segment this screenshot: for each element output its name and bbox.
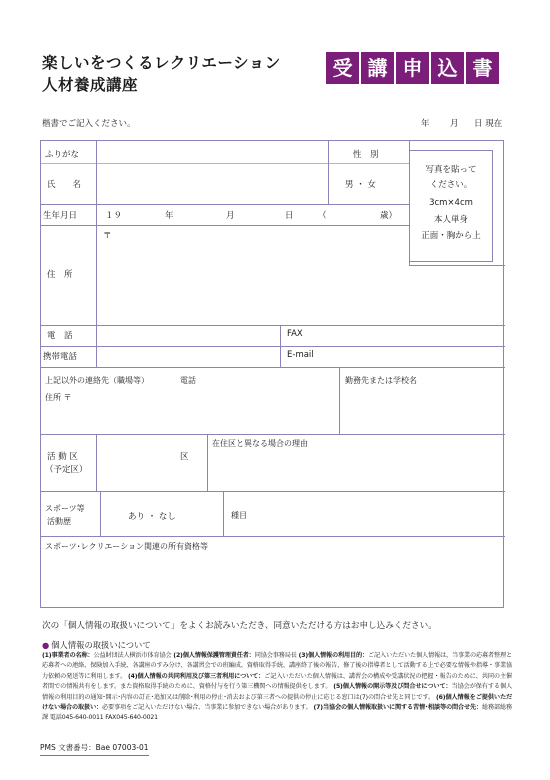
privacy-item-label: (3)個人情報の利用目的：	[298, 652, 369, 659]
ward-label: 区	[180, 452, 189, 462]
privacy-item-label: (6)個人情報をご提供いただけない場合の取扱い：	[42, 693, 512, 712]
fax-label: FAX	[287, 329, 303, 339]
privacy-item-label: (4)個人情報の共同利用及び第三者利用について：	[127, 672, 265, 680]
title-line-1: 楽しいをつくるレクリエーション	[42, 54, 281, 72]
mobile-label: 携帯電話	[43, 352, 78, 362]
privacy-heading-text: 個人情報の取扱いについて	[51, 640, 151, 650]
bullet-icon: ●	[42, 640, 50, 650]
privacy-item-text: ご記入いただいた個人情報は、当事業の応募者整理と応募者への連絡、保険加入手続、各講座のすみ分け、各講習会での班編成、資格取得手続、講座終了後の報告、修了後の指導者として活動する上で必要な情報や指導・事業協力依頼の発送等に利用します。	[42, 652, 513, 680]
alt-contact-label: 上記以外の連絡先（職場等）	[45, 376, 149, 385]
document-code: PMS 文書番号：Bae 07003-01	[40, 742, 149, 756]
birth-month-label: 月	[226, 211, 235, 221]
birth-year-label: 年	[165, 211, 174, 221]
photo-area	[409, 150, 493, 262]
privacy-heading	[42, 639, 151, 651]
privacy-item-text: ご記入いただいた個人情報は、講習会の構成や受講状況の把握・報告のために、共同の主催者間での情報共有をします。また資格取得手続のために、資格付与を行う第三機関への情報提供をします。	[42, 672, 512, 691]
photo-line: 3cm×4cm	[429, 198, 473, 208]
privacy-item-label: (7)当協会の個人情報取扱いに関する苦情･相談等の問合せ先：	[313, 704, 482, 712]
alt-address-label: 住所 〒	[45, 393, 72, 402]
alt-phone-label: 電話	[180, 376, 196, 385]
privacy-item-text: 同協会事務局長	[254, 652, 297, 659]
stamp-char: 講	[361, 52, 394, 84]
privacy-item-text: 公益財団法人横浜市体育協会	[93, 652, 172, 659]
address-label: 住 所	[47, 270, 73, 280]
gender-options[interactable]: 男 ・ 女	[345, 180, 376, 190]
photo-line: ください。	[429, 180, 473, 190]
date-day-now-label: 日 現在	[474, 119, 503, 129]
application-form-stamp	[326, 52, 499, 84]
privacy-item-label: (1)事業者の名称：	[42, 652, 94, 659]
stamp-char: 申	[396, 52, 429, 84]
photo-line: 写真を貼って	[425, 165, 477, 175]
sports-history-label-2: 活動歴	[47, 517, 71, 526]
title-line-2: 人材養成講座	[42, 76, 139, 94]
area-reason-label: 在住区と異なる場合の理由	[212, 439, 308, 448]
workplace-label: 勤務先または学校名	[345, 376, 417, 385]
age-close: 歳）	[380, 211, 398, 221]
privacy-fine-print	[42, 651, 512, 724]
photo-line: 本人単身	[433, 215, 468, 225]
name-label: 氏 名	[47, 180, 82, 190]
postal-mark: 〒	[103, 231, 112, 241]
birth-year-prefix: １９	[105, 211, 123, 221]
age-open: （	[318, 211, 327, 221]
stamp-char: 込	[431, 52, 464, 84]
furigana-label: ふりがな	[45, 150, 80, 160]
activity-area-label: 活 動 区	[47, 452, 78, 462]
phone-label: 電 話	[47, 331, 73, 341]
sports-type-label: 種目	[231, 511, 247, 520]
form-title	[42, 52, 281, 96]
stamp-char: 受	[326, 52, 359, 84]
stamp-char: 書	[466, 52, 499, 84]
privacy-item-label: (2)個人情報保護管理責任者：	[173, 652, 255, 659]
date-month-label: 月	[450, 119, 459, 129]
privacy-item-text: 必要事項をご記入いただけない場合、当事業に参加できない場合があります。	[102, 704, 312, 712]
photo-line: 正面・胸から上	[421, 231, 481, 241]
instruction-note: 楷書でご記入ください。	[42, 119, 136, 129]
date-year-label: 年	[421, 119, 430, 129]
gender-label: 性 別	[353, 150, 379, 160]
privacy-item-label: (5)個人情報の開示等及び問合せについて：	[333, 683, 452, 691]
birthdate-label: 生年月日	[43, 211, 78, 221]
planned-area-label: （予定区）	[45, 465, 88, 475]
sports-history-label: スポーツ等	[45, 504, 85, 513]
privacy-item-text: 総務部総務課 電話045-640-0011 FAX045-640-0021	[42, 704, 512, 722]
privacy-item-text: 当協会が保有する個人情報の利用目的の通知･開示･内容の訂正･追加又は削除･利用の停止･消去および第三者への提供の停止に応じる窓口は(7)の問合せ先と同じです。	[42, 683, 512, 701]
email-label: E-mail	[287, 350, 314, 360]
qualifications-label: スポーツ･レクリエーション関連の所有資格等	[45, 542, 209, 551]
birth-day-label: 日	[285, 211, 294, 221]
consent-text: 次の「個人情報の取扱いについて」をよくお読みいただき、同意いただける方はお申し込みください。	[42, 621, 437, 631]
sports-options[interactable]: あり ・ なし	[128, 512, 176, 522]
